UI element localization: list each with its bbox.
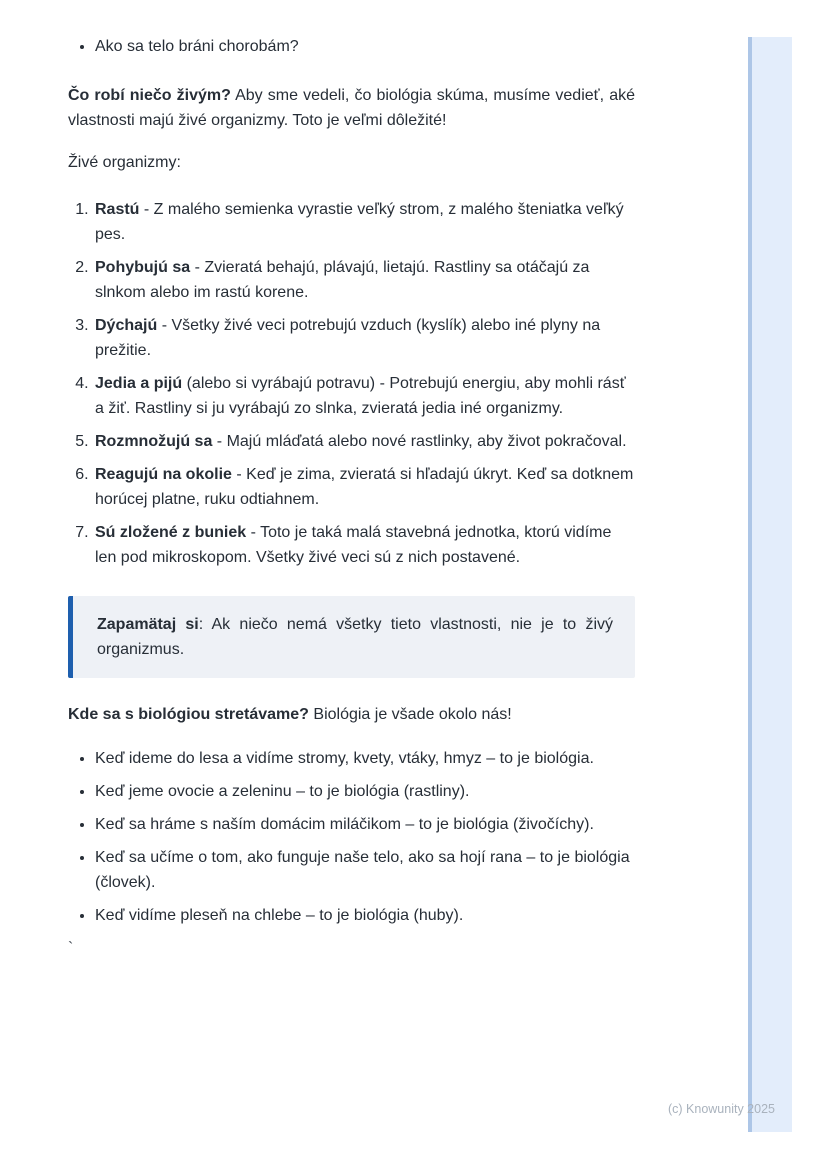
- example-text: Keď vidíme pleseň na chlebe – to je biológia (huby).: [95, 907, 464, 924]
- example-text: Keď ideme do lesa a vidíme stromy, kvety, vtáky, hmyz – to je biológia.: [95, 750, 594, 767]
- biology-examples-list: [68, 746, 635, 928]
- property-term: Reagujú na okolie: [95, 466, 232, 483]
- numbered-item: [93, 371, 635, 421]
- where-paragraph: [68, 702, 635, 727]
- property-term: Sú zložené z buniek: [95, 524, 247, 541]
- section-intro: Živé organizmy:: [68, 154, 181, 171]
- remember-callout-box: [68, 596, 635, 678]
- page-edge-stripe: [748, 37, 792, 1132]
- example-text: Keď sa hráme s naším domácim miláčikom – to je biológia (živočíchy).: [95, 816, 594, 833]
- intro-paragraph: [68, 83, 635, 133]
- where-question-bold: Kde sa s biológiou stretávame?: [68, 706, 309, 723]
- property-description: - Keď je zima, zvieratá si hľadajú úkryt. Keď sa dotknem horúcej platne, ruku odtiahnem.: [95, 466, 634, 508]
- numbered-item: [93, 520, 635, 570]
- numbered-item: [93, 313, 635, 363]
- stray-backtick-character: `: [68, 940, 74, 957]
- callout-text: : Ak niečo nemá všetky tieto vlastnosti, nie je to živý organizmus.: [97, 616, 613, 658]
- intro-body-text: Aby sme vedeli, čo biológia skúma, musíme vedieť, aké vlastnosti majú živé organizmy. Toto je veľmi dôležité!: [68, 87, 635, 129]
- numbered-item: [93, 255, 635, 305]
- property-term: Jedia a pijú: [95, 375, 183, 392]
- numbered-item: [93, 429, 635, 454]
- property-description: - Majú mláďatá alebo nové rastlinky, aby život pokračoval.: [212, 433, 627, 450]
- bullet-item: [95, 845, 635, 895]
- property-description: - Všetky živé veci potrebujú vzduch (kyslík) alebo iné plyny na prežitie.: [95, 317, 601, 359]
- document-content: [68, 0, 635, 961]
- property-term: Dýchajú: [95, 317, 158, 334]
- living-organism-properties-list: [68, 197, 635, 570]
- numbered-item: [93, 462, 635, 512]
- property-description: - Z malého semienka vyrastie veľký strom, z malého šteniatka veľký pes.: [95, 201, 624, 243]
- question-text: Ako sa telo bráni chorobám?: [95, 38, 299, 55]
- property-description: (alebo si vyrábajú potravu) - Potrebujú energiu, aby mohli rásť a žiť. Rastliny si ju vyrábajú zo slnka, zvieratá jedia iné organizmy.: [95, 375, 626, 417]
- example-text: Keď jeme ovocie a zeleninu – to je biológia (rastliny).: [95, 783, 470, 800]
- example-text: Keď sa učíme o tom, ako funguje naše telo, ako sa hojí rana – to je biológia (človek).: [95, 849, 630, 891]
- bullet-item: [95, 812, 635, 837]
- bullet-item: [95, 746, 635, 771]
- intro-question-bold: Čo robí niečo živým?: [68, 87, 231, 104]
- copyright-footer: (c) Knowunity 2025: [667, 1102, 775, 1116]
- property-description: - Toto je taká malá stavebná jednotka, ktorú vidíme len pod mikroskopom. Všetky živé veci sú z nich postavené.: [95, 524, 612, 566]
- callout-label: Zapamätaj si: [97, 616, 199, 633]
- bullet-item: [95, 779, 635, 804]
- property-description: - Zvieratá behajú, plávajú, lietajú. Rastliny sa otáčajú za slnkom alebo im rastú korene.: [95, 259, 590, 301]
- bullet-item: [95, 903, 635, 928]
- property-term: Pohybujú sa: [95, 259, 191, 276]
- property-term: Rastú: [95, 201, 140, 218]
- list-item: [95, 34, 635, 59]
- where-body-text: Biológia je všade okolo nás!: [308, 706, 512, 723]
- property-term: Rozmnožujú sa: [95, 433, 213, 450]
- question-list: [68, 34, 635, 59]
- numbered-item: [93, 197, 635, 247]
